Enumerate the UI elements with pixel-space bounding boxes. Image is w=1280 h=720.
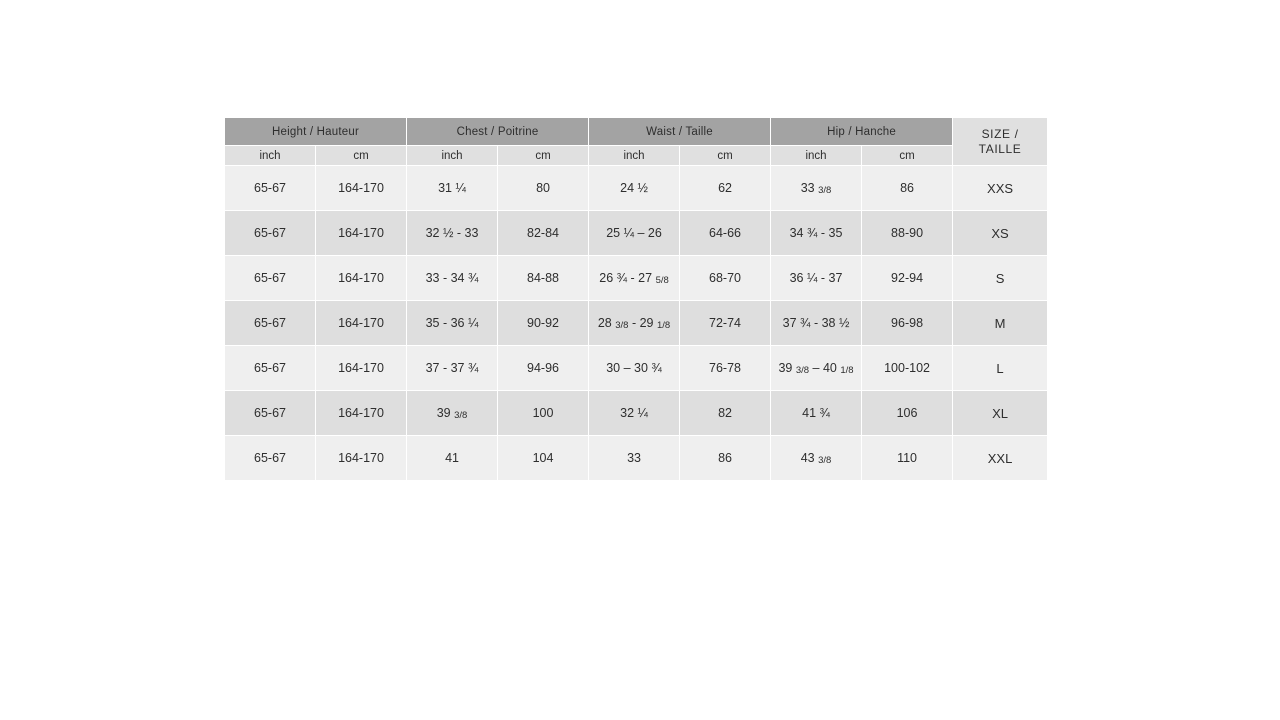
unit-chest-cm: cm [498,146,588,165]
cell-waist-inch: 24 ½ [589,166,679,210]
cell-height-cm: 164-170 [316,211,406,255]
table-row [225,301,1047,345]
table-row [225,436,1047,480]
cell-height-inch: 65-67 [225,346,315,390]
cell-size: XL [953,391,1047,435]
cell-hip-inch: 37 ¾ - 38 ½ [771,301,861,345]
cell-waist-cm: 86 [680,436,770,480]
cell-chest-cm: 82-84 [498,211,588,255]
cell-chest-inch: 39 3/8 [407,391,497,435]
cell-chest-cm: 100 [498,391,588,435]
cell-hip-inch: 43 3/8 [771,436,861,480]
size-header-line1: SIZE / [981,126,1019,141]
cell-height-inch: 65-67 [225,211,315,255]
cell-chest-inch: 31 ¼ [407,166,497,210]
cell-height-inch: 65-67 [225,391,315,435]
cell-size: S [953,256,1047,300]
cell-size: XXL [953,436,1047,480]
unit-waist-inch: inch [589,146,679,165]
cell-waist-cm: 68-70 [680,256,770,300]
cell-chest-cm: 94-96 [498,346,588,390]
size-chart-container [224,117,1040,481]
unit-waist-cm: cm [680,146,770,165]
cell-waist-cm: 82 [680,391,770,435]
size-header-line2: TAILLE [978,141,1022,156]
cell-chest-cm: 80 [498,166,588,210]
cell-waist-inch: 25 ¼ – 26 [589,211,679,255]
table-row [225,256,1047,300]
table-row [225,391,1047,435]
cell-height-cm: 164-170 [316,166,406,210]
cell-waist-cm: 64-66 [680,211,770,255]
cell-hip-inch: 34 ¾ - 35 [771,211,861,255]
cell-waist-inch: 30 – 30 ¾ [589,346,679,390]
unit-header-row [225,146,1047,165]
size-chart-table [224,117,1048,481]
cell-chest-inch: 32 ½ - 33 [407,211,497,255]
cell-hip-cm: 92-94 [862,256,952,300]
table-body [225,166,1047,480]
cell-size: L [953,346,1047,390]
cell-chest-inch: 37 - 37 ¾ [407,346,497,390]
group-header-hip: Hip / Hanche [771,118,952,145]
cell-waist-inch: 28 3/8 - 29 1/8 [589,301,679,345]
cell-height-inch: 65-67 [225,436,315,480]
unit-height-cm: cm [316,146,406,165]
table-row [225,346,1047,390]
cell-waist-inch: 32 ¼ [589,391,679,435]
cell-size: XS [953,211,1047,255]
unit-height-inch: inch [225,146,315,165]
cell-waist-inch: 33 [589,436,679,480]
table-row [225,211,1047,255]
cell-hip-cm: 110 [862,436,952,480]
cell-height-inch: 65-67 [225,301,315,345]
group-header-chest: Chest / Poitrine [407,118,588,145]
cell-height-cm: 164-170 [316,346,406,390]
unit-hip-cm: cm [862,146,952,165]
cell-chest-cm: 90-92 [498,301,588,345]
unit-hip-inch: inch [771,146,861,165]
cell-hip-inch: 39 3/8 – 40 1/8 [771,346,861,390]
cell-size: M [953,301,1047,345]
cell-hip-cm: 96-98 [862,301,952,345]
cell-hip-cm: 88-90 [862,211,952,255]
cell-chest-inch: 41 [407,436,497,480]
cell-waist-cm: 72-74 [680,301,770,345]
cell-hip-cm: 100-102 [862,346,952,390]
group-header-row [225,118,1047,145]
cell-height-inch: 65-67 [225,256,315,300]
cell-chest-cm: 104 [498,436,588,480]
cell-height-cm: 164-170 [316,301,406,345]
group-header-waist: Waist / Taille [589,118,770,145]
cell-hip-inch: 36 ¼ - 37 [771,256,861,300]
cell-height-cm: 164-170 [316,436,406,480]
cell-chest-cm: 84-88 [498,256,588,300]
group-header-height: Height / Hauteur [225,118,406,145]
cell-chest-inch: 33 - 34 ¾ [407,256,497,300]
size-column-header [953,118,1047,165]
table-header [225,118,1047,165]
cell-hip-inch: 41 ¾ [771,391,861,435]
cell-hip-cm: 86 [862,166,952,210]
cell-height-cm: 164-170 [316,256,406,300]
unit-chest-inch: inch [407,146,497,165]
cell-size: XXS [953,166,1047,210]
cell-chest-inch: 35 - 36 ¼ [407,301,497,345]
cell-height-cm: 164-170 [316,391,406,435]
cell-waist-cm: 76-78 [680,346,770,390]
cell-height-inch: 65-67 [225,166,315,210]
cell-waist-cm: 62 [680,166,770,210]
table-row [225,166,1047,210]
cell-hip-inch: 33 3/8 [771,166,861,210]
cell-waist-inch: 26 ¾ - 27 5/8 [589,256,679,300]
cell-hip-cm: 106 [862,391,952,435]
